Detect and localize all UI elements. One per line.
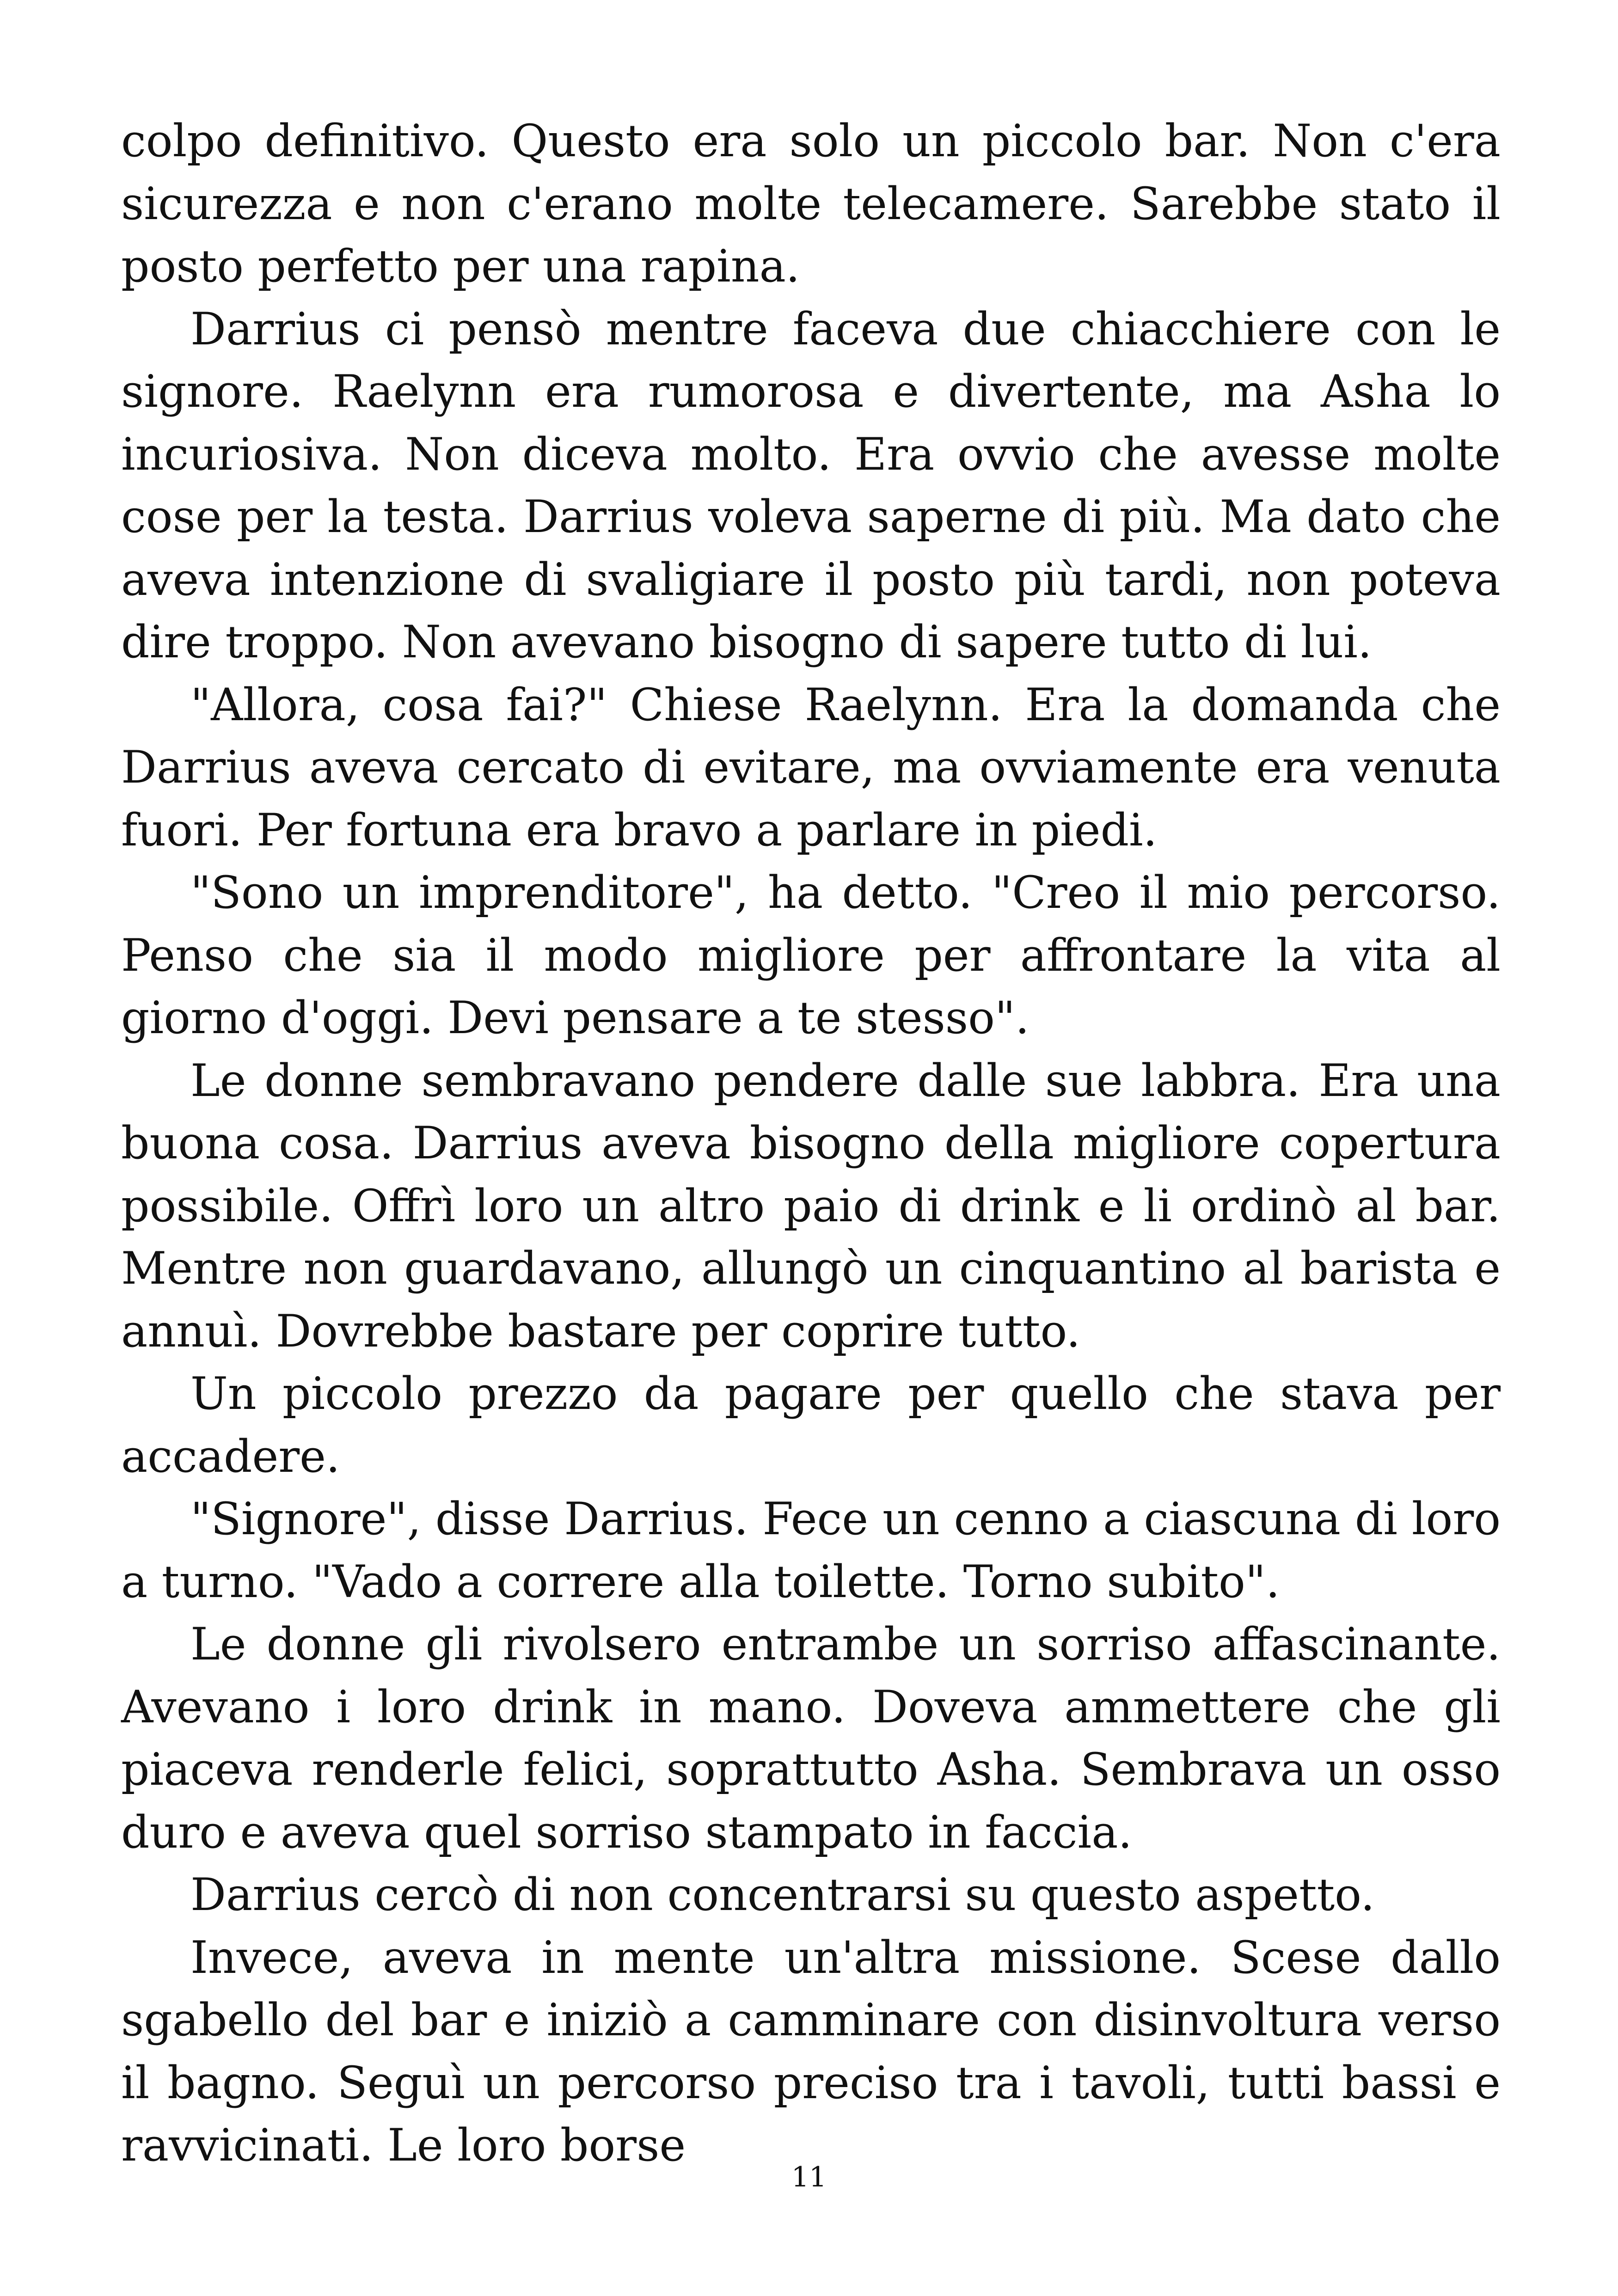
paragraph-8: Le donne gli rivolsero entrambe un sorriso affascinante. Avevano i loro drink in mano. Doveva ammettere che gli piaceva renderle felici, soprattutto Asha. Sembrava un osso duro e aveva quel sorriso stampato in faccia. [121,1618,1501,1858]
body-text [121,110,1501,2177]
paragraph-1: colpo definitivo. Questo era solo un piccolo bar. Non c'era sicurezza e non c'erano molte telecamere. Sarebbe stato il posto perfetto per una rapina. [121,115,1501,292]
paragraph-10: Invece, aveva in mente un'altra missione. Scese dallo sgabello del bar e iniziò a camminare con disinvoltura verso il bagno. Seguì un percorso preciso tra i tavoli, tutti bassi e ravvicinati. Le loro borse [121,1931,1501,2171]
paragraph-9: Darrius cercò di non concentrarsi su questo aspetto. [190,1869,1375,1921]
paragraph-5: Le donne sembravano pendere dalle sue labbra. Era una buona cosa. Darrius aveva bisogno della migliore copertura possibile. Offrì loro un altro paio di drink e li ordinò al bar. Mentre non guardavano, allungò un cinquantino al barista e annuì. Dovrebbe bastare per coprire tutto. [121,1054,1501,1357]
paragraph-3: "Allora, cosa fai?" Chiese Raelynn. Era la domanda che Darrius aveva cercato di evitare, ma ovviamente era venuta fuori. Per fortuna era bravo a parlare in piedi. [121,679,1501,856]
paragraph-4: "Sono un imprenditore", ha detto. "Creo il mio percorso. Penso che sia il modo migliore per affrontare la vita al giorno d'oggi. Devi pensare a te stesso". [121,867,1501,1044]
page-number: 11 [791,2161,827,2193]
paragraph-7: "Signore", disse Darrius. Fece un cenno a ciascuna di loro a turno. "Vado a correre alla toilette. Torno subito". [121,1493,1501,1608]
paragraph-6: Un piccolo prezzo da pagare per quello che stava per accadere. [121,1368,1501,1482]
paragraph-2: Darrius ci pensò mentre faceva due chiacchiere con le signore. Raelynn era rumorosa e divertente, ma Asha lo incuriosiva. Non diceva molto. Era ovvio che avesse molte cose per la testa. Darrius voleva saperne di più. Ma dato che aveva intenzione di svaligiare il posto più tardi, non poteva dire troppo. Non avevano bisogno di sapere tutto di lui. [121,303,1501,668]
